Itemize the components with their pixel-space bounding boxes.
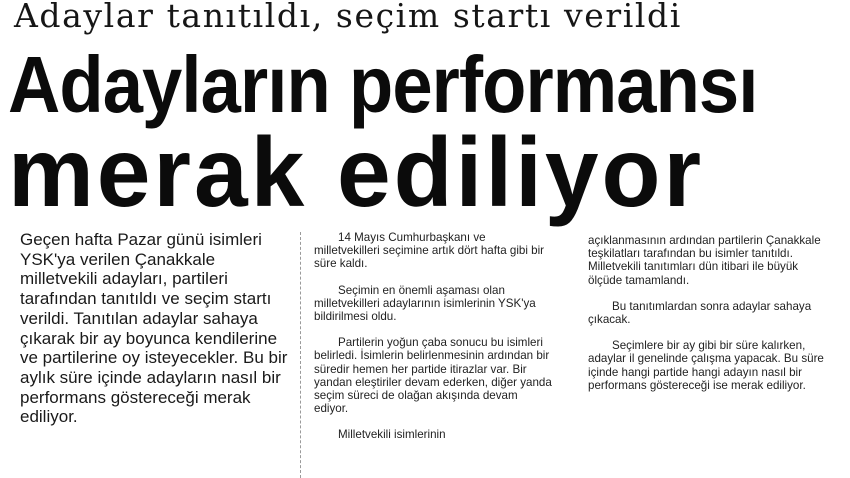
body-paragraph: 14 Mayıs Cumhurbaşkanı ve milletvekilleri seçimine artık dört hafta gibi bir süre kaldı. (314, 231, 545, 271)
body-paragraph: Milletvekili isimlerinin (338, 428, 446, 442)
lead-paragraph: Geçen hafta Pazar günü isimleri YSK'ya verilen Çanakkale milletvekili adayları, partileri tarafından tanıtıldı ve seçim startı verildi. Tanıtılan adaylar sahaya çıkarak bir ay boyunca kendilerine ve partilerine oy isteyecekler. Bu bir aylık süre içinde adayların nasıl bir performans göstereceği merak ediliyor. (20, 230, 288, 427)
headline-line-2: merak ediliyor (8, 117, 704, 227)
body-column-3 (588, 234, 828, 405)
body-paragraph: Bu tanıtımlardan sonra adaylar sahaya çıkacak. (588, 299, 812, 327)
body-paragraph: Seçimin en önemli aşaması olan milletvekilleri adaylarının isimlerinin YSK'ya bildirilmesi oldu. (314, 283, 536, 324)
column-divider (300, 232, 301, 478)
body-paragraph: Partilerin yoğun çaba sonucu bu isimleri belirledi. İsimlerin belirlenmesinin ardından bir süredir hemen her partide itirazlar var. Bir yandan eleştiriler devam ederken, diğer yanda seçim süreci de olağan akışında devam ediyor. (314, 336, 552, 416)
kicker-headline: Adaylar tanıtıldı, seçim startı verildi (14, 0, 682, 35)
body-paragraph: Seçimlere bir ay gibi bir süre kalırken, adaylar il genelinde çalışma yapacak. Bu süre içinde hangi partide hangi adayın nasıl bir performans göstereceği ise merak ediliyor. (588, 339, 824, 392)
headline-line-1: Adayların performansı (8, 40, 758, 129)
body-column-2 (314, 231, 554, 455)
body-paragraph: açıklanmasının ardından partilerin Çanakkale teşkilatları tarafından bu isimler tanıtıldı. Milletvekili tanıtımları dün itibari ile büyük ölçüde tamamlandı. (588, 234, 821, 287)
